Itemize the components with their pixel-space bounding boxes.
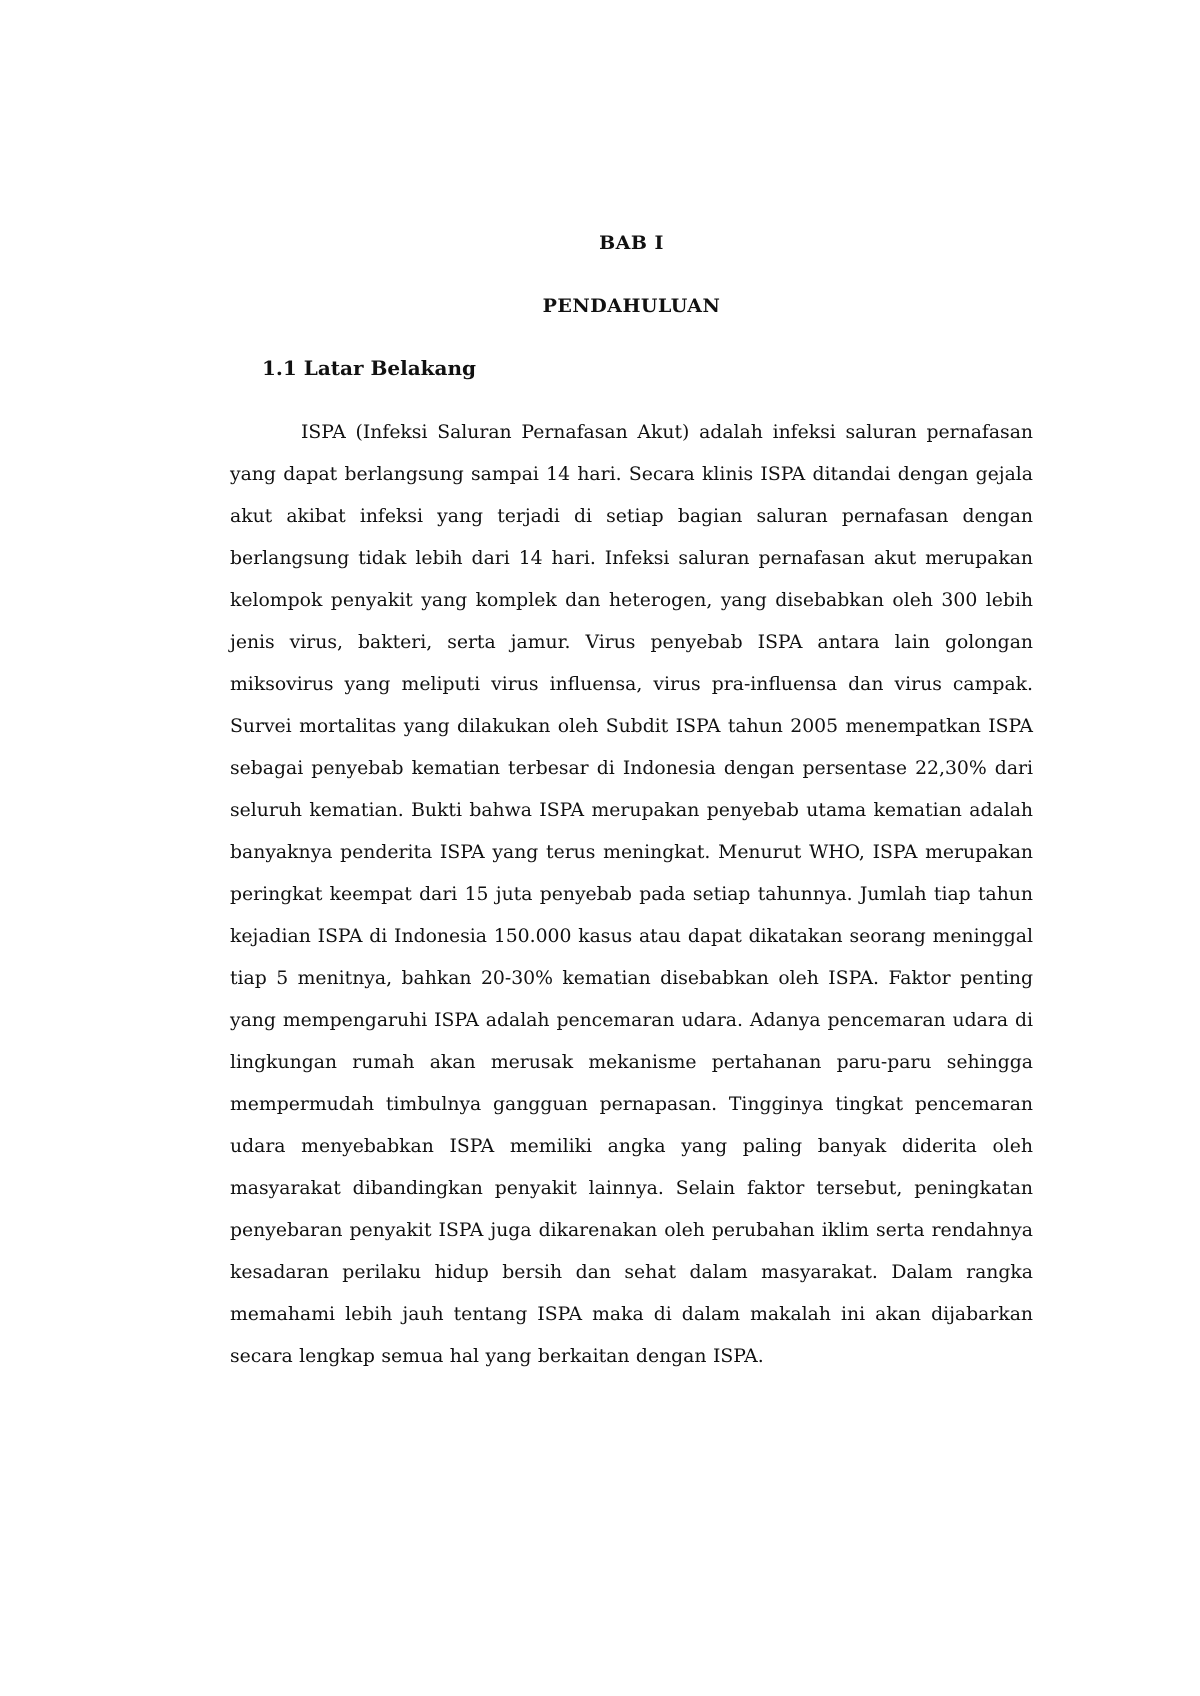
body-paragraph: ISPA (Infeksi Saluran Pernafasan Akut) adalah infeksi saluran pernafasan yang dapat berlangsung sampai 14 hari. Secara klinis ISPA ditandai dengan gejala akut akibat infeksi yang terjadi di setiap bagian saluran pernafasan dengan berlangsung tidak lebih dari 14 hari. Infeksi saluran pernafasan akut merupakan kelompok penyakit yang komplek dan heterogen, yang disebabkan oleh 300 lebih jenis virus, bakteri, serta jamur. Virus penyebab ISPA antara lain golongan miksovirus yang meliputi virus influensa, virus pra-influensa dan virus campak. Survei mortalitas yang dilakukan oleh Subdit ISPA tahun 2005 menempatkan ISPA sebagai penyebab kematian terbesar di Indonesia dengan persentase 22,30% dari seluruh kematian. Bukti bahwa ISPA merupakan penyebab utama kematian adalah banyaknya penderita ISPA yang terus meningkat. Menurut WHO, ISPA merupakan peringkat keempat dari 15 juta penyebab pada setiap tahunnya. Jumlah tiap tahun kejadian ISPA di Indonesia 150.000 kasus atau dapat dikatakan seorang meninggal tiap 5 menitnya, bahkan 20-30% kematian disebabkan oleh ISPA. Faktor penting yang mempengaruhi ISPA adalah pencemaran udara. Adanya pencemaran udara di lingkungan rumah akan merusak mekanisme pertahanan paru-paru sehingga mempermudah timbulnya gangguan pernapasan. Tingginya tingkat pencemaran udara menyebabkan ISPA memiliki angka yang paling banyak diderita oleh masyarakat dibandingkan penyakit lainnya. Selain faktor tersebut, peningkatan penyebaran penyakit ISPA juga dikarenakan oleh perubahan iklim serta rendahnya kesadaran perilaku hidup bersih dan sehat dalam masyarakat. Dalam rangka memahami lebih jauh tentang ISPA maka di dalam makalah ini akan dijabarkan secara lengkap semua hal yang berkaitan dengan ISPA. [230,422,1033,1367]
chapter-number: BAB I [599,232,664,254]
section-heading: 1.1 Latar Belakang [262,356,477,380]
chapter-title: PENDAHULUAN [542,295,721,317]
